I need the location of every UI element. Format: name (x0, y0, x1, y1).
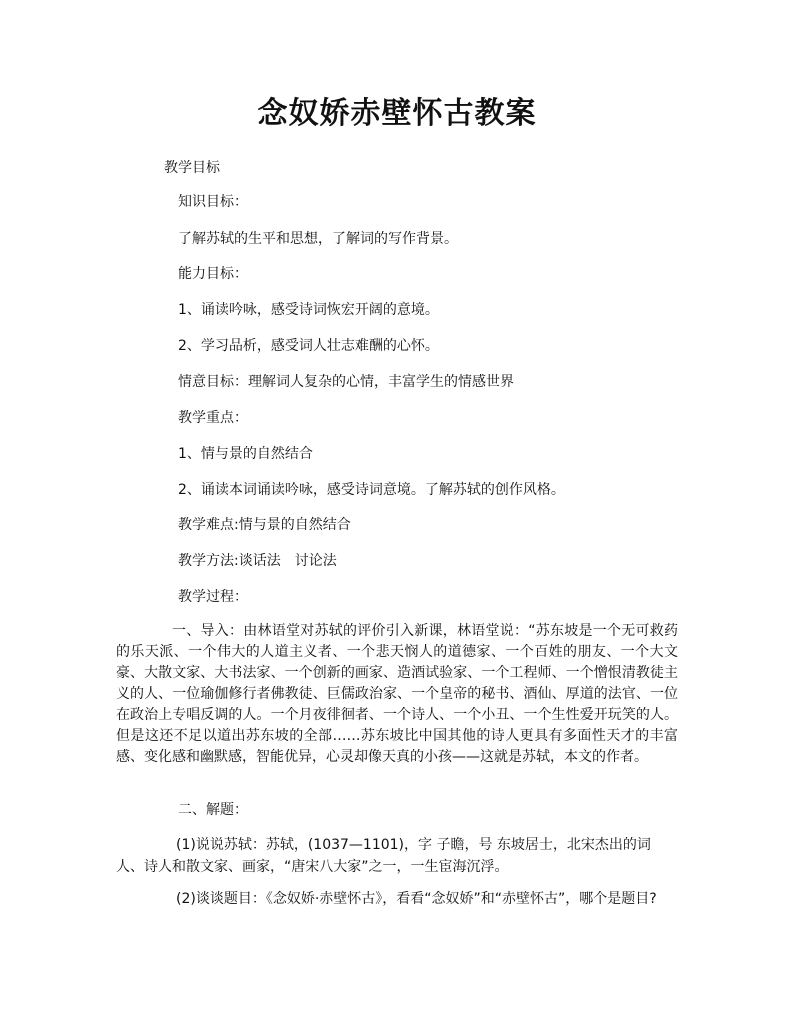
emotion-goal: 情意目标：理解词人复杂的心情，丰富学生的情感世界 (178, 374, 514, 390)
key-points-label: 教学重点： (178, 410, 248, 426)
knowledge-goal-text: 了解苏轼的生平和思想，了解词的写作背景。 (178, 231, 458, 247)
teaching-methods: 教学方法:谈话法 讨论法 (178, 553, 337, 569)
section-teaching-goals: 教学目标 (164, 160, 220, 176)
teaching-process-label: 教学过程： (178, 589, 248, 605)
ability-goal-item-2: 2、学习品析，感受词人壮志难酬的心怀。 (178, 338, 439, 354)
document-title: 念奴娇赤壁怀古教案 (257, 96, 537, 131)
ability-goal-label: 能力目标： (178, 266, 248, 282)
key-point-item-1: 1、情与景的自然结合 (178, 446, 313, 462)
explain-paragraph-1: (1)说说苏轼：苏轼，(1037—1101)，字 子瞻，号 东坡居士，北宋杰出的词人、诗人和散文家、画家，“唐宋八大家”之一，一生宦海沉浮。 (116, 837, 651, 875)
key-point-item-2: 2、诵读本词诵读吟咏，感受诗词意境。了解苏轼的创作风格。 (178, 482, 565, 498)
ability-goal-item-1: 1、诵读吟咏，感受诗词恢宏开阔的意境。 (178, 302, 439, 318)
section-explain-title: 二、解题： (178, 802, 248, 818)
teaching-difficulty: 教学难点:情与景的自然结合 (178, 517, 351, 533)
explain-paragraph-2: (2)谈谈题目：《念奴娇·赤壁怀古》，看看“念奴娇”和“赤壁怀古”，哪个是题目? (176, 891, 657, 907)
knowledge-goal-label: 知识目标： (178, 194, 248, 210)
intro-paragraph: 一、导入：由林语堂对苏轼的评价引入新课，林语堂说：“苏东坡是一个无可救药的乐天派、一个伟大的人道主义者、一个悲天悯人的道德家、一个百姓的朋友、一个大文豪、大散文家、大书法家、一个创新的画家、造酒试验家、一个工程师、一个憎恨清教徒主义的人、一位瑜伽修行者佛教徒、巨儒政治家、一个皇帝的秘书、酒仙、厚道的法官、一位在政治上专唱反调的人。一个月夜徘徊者、一个诗人、一个小丑、一个生性爱开玩笑的人。但是这还不足以道出苏东坡的全部……苏东坡比中国其他的诗人更具有多面性天才的丰富感、变化感和幽默感，智能优异，心灵却像天真的小孩——这就是苏轼，本文的作者。 (116, 623, 678, 765)
